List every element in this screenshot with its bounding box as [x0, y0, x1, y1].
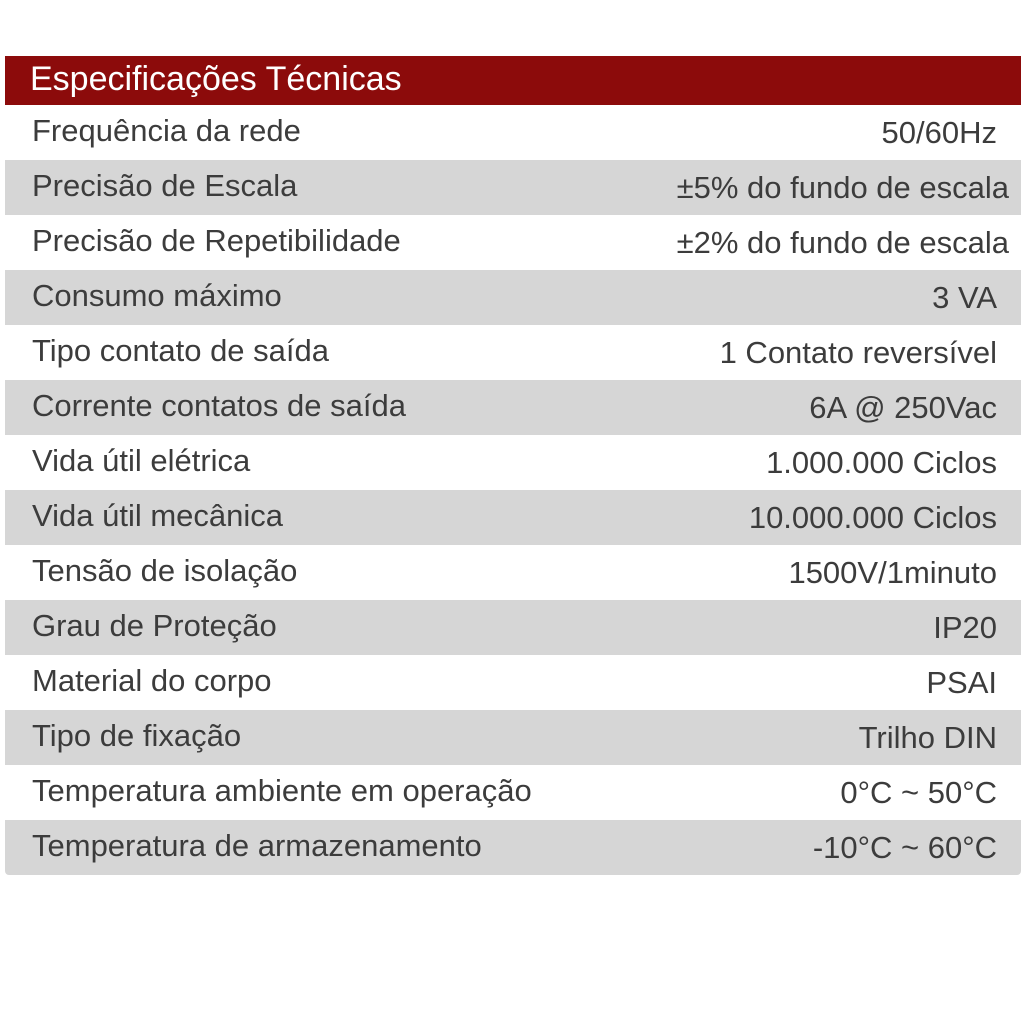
spec-label: Frequência da rede	[32, 113, 301, 148]
spec-label: Vida útil mecânica	[32, 498, 284, 533]
spec-label: Temperatura ambiente em operação	[32, 773, 532, 808]
spec-label: Tensão de isolação	[32, 553, 298, 588]
spec-value: 6A @ 250Vac	[809, 390, 997, 425]
spec-row-consumo	[5, 270, 1021, 325]
spec-value: 3 VA	[932, 280, 997, 315]
spec-value: 10.000.000 Ciclos	[748, 500, 997, 535]
spec-value: 0°C ~ 50°C	[840, 775, 997, 810]
spec-label: Tipo contato de saída	[32, 333, 329, 368]
spec-label: Material do corpo	[32, 663, 272, 698]
spec-value: -10°C ~ 60°C	[812, 830, 997, 865]
spec-label: Precisão de Repetibilidade	[32, 223, 401, 258]
spec-value: IP20	[933, 610, 997, 645]
spec-label: Tipo de fixação	[32, 718, 242, 753]
spec-value: 1.000.000 Ciclos	[766, 445, 997, 480]
spec-row-vida-eletrica	[5, 435, 1021, 490]
spec-value: 1500V/1minuto	[788, 555, 997, 590]
spec-value: Trilho DIN	[858, 720, 997, 755]
spec-label: Grau de Proteção	[32, 608, 277, 643]
spec-value: 50/60Hz	[881, 115, 997, 150]
spec-value: ±2% do fundo de escala	[676, 225, 1009, 260]
spec-row-vida-mecanica	[5, 490, 1021, 545]
spec-row-grau-protecao	[5, 600, 1021, 655]
spec-label: Temperatura de armazenamento	[32, 828, 482, 863]
spec-row-frequencia	[5, 105, 1021, 160]
spec-row-tensao-isolacao	[5, 545, 1021, 600]
spec-value: 1 Contato reversível	[719, 335, 997, 370]
spec-row-precisao-escala	[5, 160, 1021, 215]
spec-row-temperatura-armazenamento	[5, 820, 1021, 875]
spec-table-title: Especificações Técnicas	[5, 56, 1021, 105]
spec-row-precisao-repetibilidade	[5, 215, 1021, 270]
spec-value: ±5% do fundo de escala	[676, 170, 1009, 205]
spec-table-body	[5, 105, 1021, 875]
spec-row-material-corpo	[5, 655, 1021, 710]
spec-row-temperatura-operacao	[5, 765, 1021, 820]
spec-row-tipo-contato	[5, 325, 1021, 380]
spec-label: Corrente contatos de saída	[32, 388, 406, 423]
spec-row-tipo-fixacao	[5, 710, 1021, 765]
spec-label: Vida útil elétrica	[32, 443, 251, 478]
spec-table	[5, 56, 1021, 875]
spec-label: Consumo máximo	[32, 278, 282, 313]
spec-value: PSAI	[926, 665, 997, 700]
spec-row-corrente-contatos	[5, 380, 1021, 435]
spec-label: Precisão de Escala	[32, 168, 298, 203]
